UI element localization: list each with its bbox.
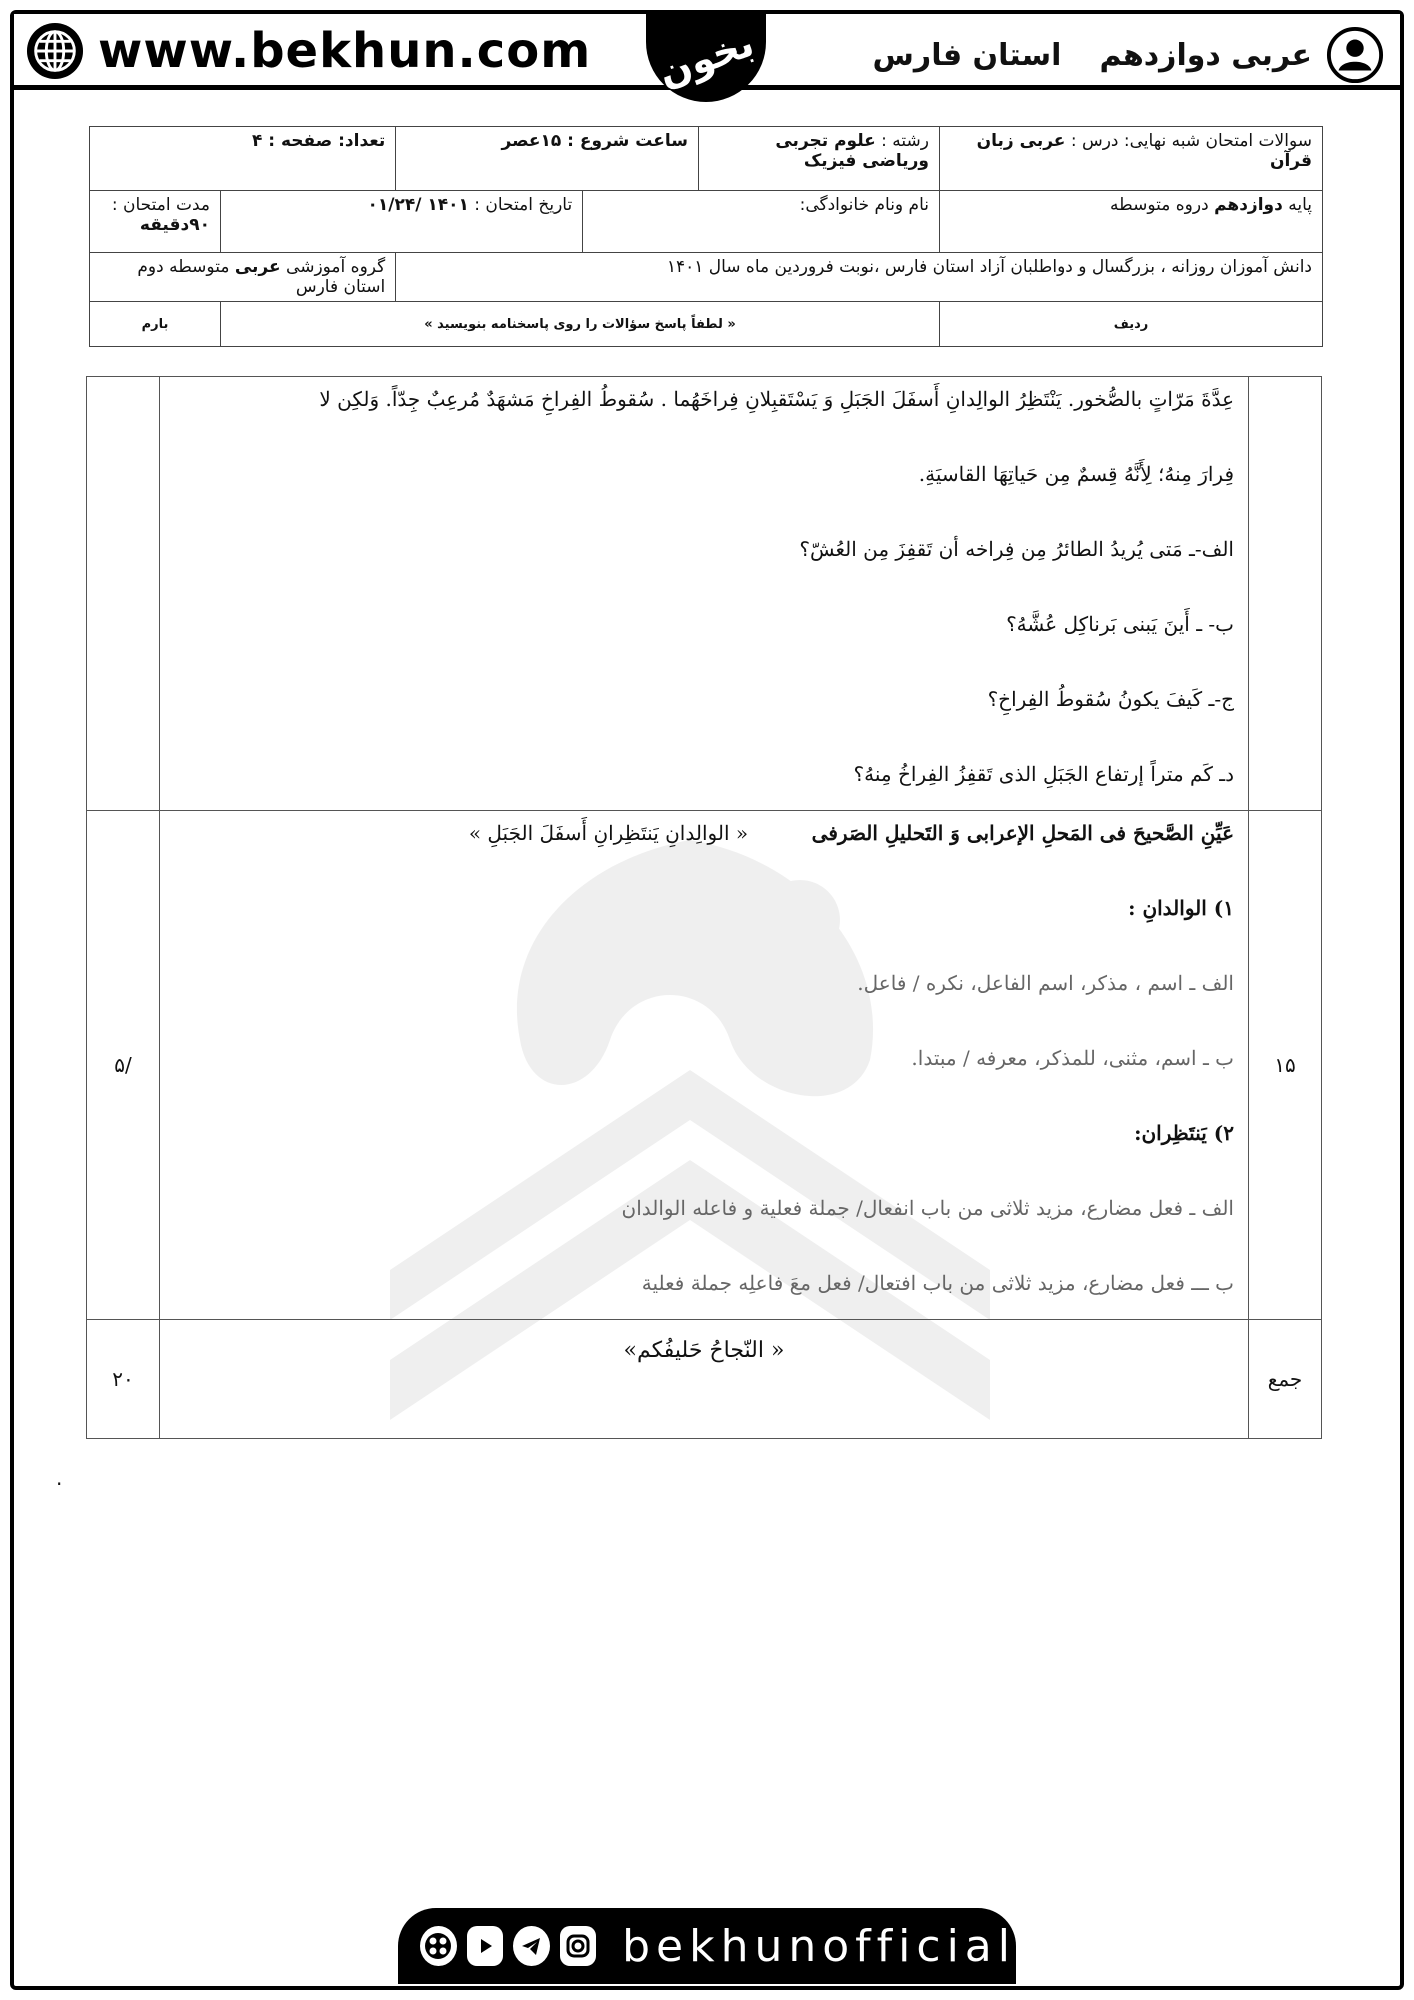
- q15-part1-option-b: ب ـ اسم، مثنى، للمذكر، معرفه / مبتدا.: [911, 1046, 1234, 1070]
- instagram-icon[interactable]: [560, 1926, 597, 1966]
- q15-score: /۵: [87, 811, 160, 1320]
- question-b: ب- ـ أَينَ يَبنى بَرناكِل عُشَّهُ؟: [1006, 612, 1234, 636]
- telegram-icon[interactable]: [513, 1926, 550, 1966]
- participants-cell: دانش آموزان روزانه ، بزرگسال و دواطلبان آزاد استان فارس ،نوبت فروردین ماه سال ۱۴۰۱: [396, 253, 1323, 302]
- q15-prompt: عَيِّنِ الصَّحيحَ فى المَحلِ الإعرابى وَ التَحليلِ الصَرفى « الوالِدانِ يَنتَظِرانِ أَسفَلَ الجَبَلِ »: [468, 821, 1234, 845]
- question-c: ج-ـ كَيفَ يكونُ سُقوطُ الفِراخِ؟: [987, 687, 1234, 711]
- q15-number: ۱۵: [1249, 811, 1322, 1320]
- q15-cell: [160, 811, 1249, 1320]
- q15-part2-option-a: الف ـ فعل مضارع، مزيد ثلاثى من باب انفعال/ جملة فعلية و فاعله الوالدان: [621, 1196, 1234, 1220]
- user-icon: [1326, 26, 1384, 84]
- passage-score: [87, 377, 160, 811]
- header-province: استان فارس: [872, 37, 1062, 73]
- globe-icon: [26, 22, 84, 80]
- site-url[interactable]: www.bekhun.com: [98, 23, 592, 79]
- social-bar: [398, 1908, 1016, 1984]
- social-handle[interactable]: bekhunofficial: [622, 1920, 1016, 1972]
- site-header: [14, 14, 1400, 96]
- passage-line: فِرارَ مِنهُ؛ لِأَنَّهُ قِسمٌ مِن حَياتِهَا القاسيَةِ.: [918, 462, 1234, 486]
- student-name-cell: نام ونام خانوادگی:: [583, 191, 940, 253]
- page-count-cell: تعداد: صفحه : ۴: [90, 127, 396, 191]
- exam-info-table: [89, 126, 1323, 347]
- score-label-cell: بارم: [90, 302, 221, 347]
- field-cell: رشته : علوم تجربی وریاضی فیزیک: [699, 127, 940, 191]
- logo-text: بخون: [652, 20, 760, 96]
- brand-logo[interactable]: [646, 14, 766, 102]
- stray-dot: .: [56, 1466, 63, 1490]
- question-a: الف-ـ مَتى يُريدُ الطائرُ مِن فِراخه أن تَقفِزَ مِن العُشّ؟: [799, 537, 1234, 561]
- passage-line: عِدَّةَ مَرّاتٍ بالصُّخور. يَنْتَظِرُ الوالِدانِ أَسفَلَ الجَبَلِ وَ يَسْتَقبِلانِ فِراخَهُما . سُقوطُ الفِراخِ مَشهَدٌ مُرعِبٌ جِدّاً. وَلكِن لا: [319, 387, 1234, 411]
- exam-title-cell: سوالات امتحان شبه نهایی: درس : عربی زبان قرآن: [940, 127, 1323, 191]
- row-label-cell: ردیف: [940, 302, 1323, 347]
- site-link[interactable]: [26, 22, 591, 80]
- q15-part2-option-b: ب ـــ فعل مضارع، مزيد ثلاثى من باب افتعال/ فعل معَ فاعلِه جملة فعلية: [641, 1271, 1234, 1295]
- youtube-icon[interactable]: [467, 1926, 504, 1966]
- duration-cell: مدت امتحان : ۹۰دقیقه: [90, 191, 221, 253]
- exam-date-cell: تاریخ امتحان : ۱۴۰۱ /۰۱/۲۴: [221, 191, 583, 253]
- total-label: جمع: [1249, 1320, 1322, 1439]
- passage-row-number: [1249, 377, 1322, 811]
- q15-part2-title: ۲) يَنتَظِران:: [1134, 1121, 1234, 1145]
- start-time-cell: ساعت شروع : ۱۵عصر: [396, 127, 699, 191]
- question-d: دـ كَم متراً إرتفاع الجَبَلِ الذى تَقفِزُ الفِراخُ مِنهُ؟: [853, 762, 1234, 786]
- q15-part1-option-a: الف ـ اسم ، مذكر، اسم الفاعل، نكره / فاعل.: [857, 971, 1234, 995]
- aparat-icon[interactable]: [420, 1926, 457, 1966]
- motto-text: « النّجاحُ حَليفُكم»: [623, 1338, 785, 1363]
- answer-table: [86, 376, 1322, 1439]
- q15-part1-title: ۱) الوالدانِ :: [1128, 896, 1234, 920]
- instruction-cell: « لطفاً پاسخ سؤالات را روی پاسخنامه بنویسید »: [221, 302, 940, 347]
- total-score: ۲۰: [87, 1320, 160, 1439]
- header-title: [873, 26, 1384, 84]
- group-cell: گروه آموزشی عربی متوسطه دوم استان فارس: [90, 253, 396, 302]
- total-cell: [160, 1320, 1249, 1439]
- header-subject: عربی دوازدهم: [1099, 37, 1312, 73]
- passage-cell: [160, 377, 1249, 811]
- grade-cell: پایه دوازدهم دروه متوسطه: [940, 191, 1323, 253]
